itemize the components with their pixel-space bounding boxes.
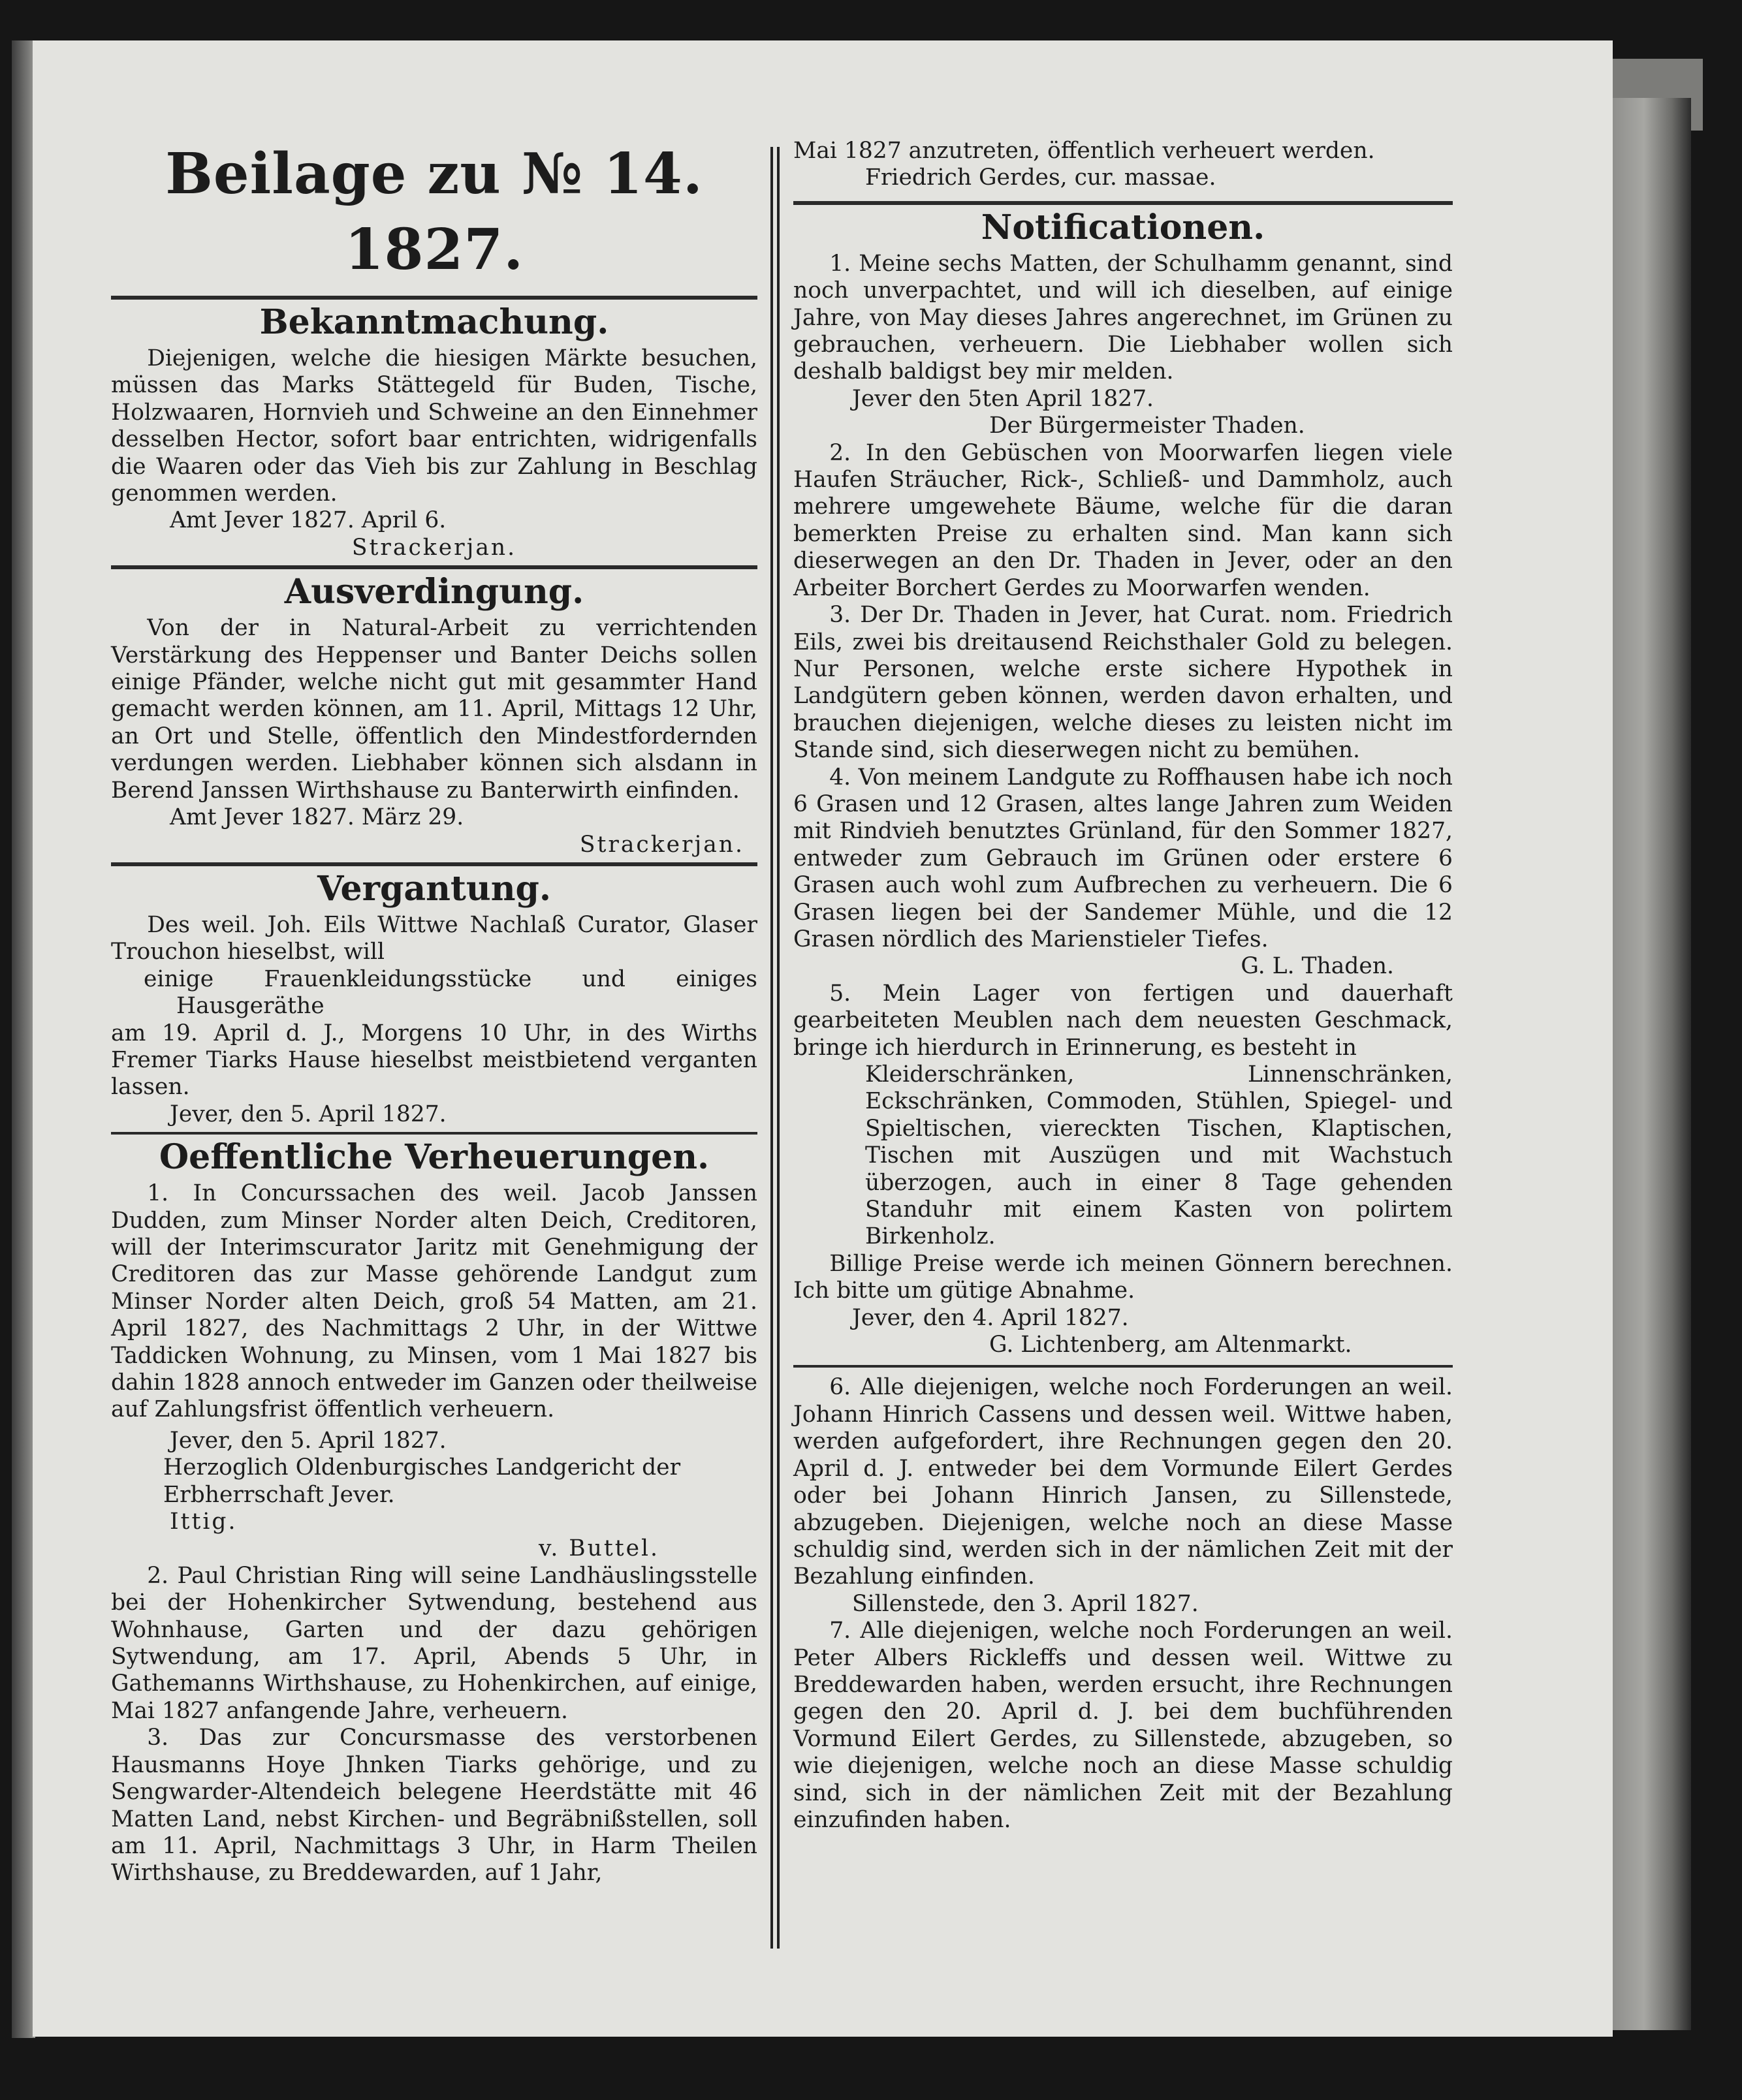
notification-2: 2. In den Gebüschen von Moorwarfen liegen viele Haufen Sträucher, Rick-, Schließ- und Dammholz, auch mehrere umgewehete Bäume, welche für die daran bemerkten Preise zu erhalten sind. Man kann sich dieserwegen an den Dr. Thaden in Jever, oder an den Arbeiter Borchert Gerdes zu Moorwarfen wenden. <box>793 439 1453 601</box>
notification-signature: G. Lichtenberg, am Altenmarkt. <box>989 1332 1352 1358</box>
notice-items: einige Frauenkleidungsstücke und einiges Hausgeräthe <box>144 965 757 1020</box>
notice-text: Von der in Natural-Arbeit zu verrichtenden Verstärkung des Heppenser und Banter Deichs sollen einige Pfänder, welche nicht gut mit gesammter Hand gemacht werden können, am 11. April, Mittags 12 Uhr, an Ort und Stelle, öffentlich den Mindestfordernden verdungen werden. Liebhaber können sich alsdann in Berend Janssen Wirthshause zu Banterwirth einfinden. <box>111 615 757 804</box>
notification-5: 5. Mein Lager von fertigen und dauerhaft gearbeiteten Meublen nach dem neuesten Geschmack, bringe ich hierdurch in Erinnerung, es besteht in <box>793 980 1453 1061</box>
notification-date: Jever, den 4. April 1827. <box>852 1304 1129 1331</box>
notice-ausverdingung <box>111 573 757 858</box>
binding-right <box>1613 98 1691 2030</box>
notification-date: Sillenstede, den 3. April 1827. <box>852 1590 1199 1617</box>
court-name: Herzoglich Oldenburgisches Landgericht der Erbherrschaft Jever. <box>163 1454 681 1508</box>
notification-3: 3. Der Dr. Thaden in Jever, hat Curat. nom. Friedrich Eils, zwei bis dreitausend Reichsthaler Gold zu belegen. Nur Personen, welche erste sichere Hypothek in Landgütern geben können, werden davon erhalten, und brauchen diejenigen, welche dieses zu leisten nicht im Stande sind, sich dieserwegen nicht zu bemühen. <box>793 602 1453 764</box>
notification-4: 4. Von meinem Landgute zu Roffhausen habe ich noch 6 Grasen und 12 Grasen, altes lange Jahren zum Weiden mit Rindvieh benutztes Grünland, für den Sommer 1827, entweder zum Gebrauch im Grünen oder erstere 6 Grasen auch wohl zum Aufbrechen zu verheuern. Die 6 Grasen liegen bei der Sandemer Mühle, und die 12 Grasen nördlich des Marienstieler Tiefes. <box>793 764 1453 952</box>
section-heading: Vergantung. <box>317 868 551 909</box>
column-divider <box>770 147 780 1949</box>
signature-ittig: Ittig. <box>170 1509 238 1535</box>
section-rule <box>111 1132 757 1135</box>
notice-item-3: 3. Das zur Concursmasse des verstorbenen Hausmanns Hoye Jhnken Tiarks gehörige, und zu Sengwarder-Altendeich belegene Heerdstätte mit 46 Matten Land, nebst Kirchen- und Begräbnißstellen, soll am 11. April, Nachmittags 3 Uhr, in Harm Theilen Wirthshause, zu Breddewarden, auf 1 Jahr, <box>111 1725 757 1887</box>
notice-signature: Strackerjan. <box>579 831 744 858</box>
page-left-edge <box>12 40 35 2038</box>
masthead-rule <box>111 296 757 300</box>
notice-notificationen <box>793 209 1453 1834</box>
notice-date: Jever, den 5. April 1827. <box>170 1101 447 1127</box>
section-heading: Oeffentliche Verheuerungen. <box>159 1137 710 1178</box>
notice-text: Diejenigen, welche die hiesigen Märkte besuchen, müssen das Marks Stättegeld für Buden, Tische, Holzwaaren, Hornvieh und Schweine an den Einnehmer desselben Hector, sofort baar entrichten, widrigenfalls die Waaren oder das Vieh bis zur Zahlung in Beschlag genommen werden. <box>111 345 757 507</box>
notification-5-end: Billige Preise werde ich meinen Gönnern berechnen. Ich bitte um gütige Abnahme. <box>793 1250 1453 1304</box>
notice-vergantung <box>111 870 757 1128</box>
notification-date: Jever den 5ten April 1827. <box>852 385 1154 412</box>
section-rule <box>111 565 757 569</box>
signature-buttel: v. Buttel. <box>538 1535 659 1562</box>
right-column <box>793 127 1453 1834</box>
notice-text: am 19. April d. J., Morgens 10 Uhr, in des Wirths Fremer Tiarks Hause hieselbst meistbietend verganten lassen. <box>111 1020 757 1101</box>
notification-6: 6. Alle diejenigen, welche noch Forderungen an weil. Johann Hinrich Cassens und dessen weil. Wittwe haben, werden aufgefordert, ihre Rechnungen gegen den 20. April d. J. entweder bei dem Vormunde Eilert Gerdes oder bei Johann Hinrich Jansen, zu Sillenstede, abzugeben. Diejenigen, welche noch an diese Masse schuldig sind, werden sich in der nämlichen Zeit mit der Bezahlung einfinden. <box>793 1374 1453 1590</box>
notice-verheuerungen <box>111 1138 757 1887</box>
notification-7: 7. Alle diejenigen, welche noch Forderungen an weil. Peter Albers Rickleffs und dessen weil. Wittwe zu Breddewarden haben, werden ersucht, ihre Rechnungen gegen den 20. April d. J. bei dem buchführenden Vormund Eilert Gerdes, zu Sillenstede, abzugeben, so wie diejenigen, welche noch an diese Masse schuldig sind, sich in der nämlichen Zeit mit der Bezahlung einzufinden haben. <box>793 1618 1453 1833</box>
notice-bekanntmachung <box>111 304 757 561</box>
notice-date: Amt Jever 1827. März 29. <box>170 804 464 831</box>
notice-date: Jever, den 5. April 1827. <box>170 1427 447 1454</box>
notification-1: 1. Meine sechs Matten, der Schulhamm genannt, sind noch unverpachtet, und will ich dieselben, auf einige Jahre, von May dieses Jahres angerechnet, im Grünen zu gebrauchen, verheuern. Die Liebhaber wollen sich deshalb baldigst bey mir melden. <box>793 250 1453 385</box>
continued-line: Mai 1827 anzutreten, öffentlich verheuert werden. <box>793 138 1375 164</box>
notice-date: Amt Jever 1827. April 6. <box>170 507 447 534</box>
section-heading: Ausverdingung. <box>284 572 584 612</box>
notification-signature: Der Bürgermeister Thaden. <box>989 413 1305 439</box>
notice-item-2: 2. Paul Christian Ring will seine Landhäuslingsstelle bei der Hohenkircher Sytwendung, bestehend aus Wohnhause, Garten und der dazu gehörigen Sytwendung, am 17. April, Abends 5 Uhr, in Gathemanns Wirthshause, zu Hohenkirchen, auf einige, Mai 1827 anfangende Jahre, verheuern. <box>111 1562 757 1724</box>
continued-signature: Friedrich Gerdes, cur. massae. <box>865 165 1216 191</box>
notification-signature: G. L. Thaden. <box>1241 953 1394 980</box>
left-column <box>111 127 757 1887</box>
notification-5-list: Kleiderschränken, Linnenschränken, Eckschränken, Commoden, Stühlen, Spiegel- und Spieltischen, viereckten Tischen, Klaptischen, Tischen mit Auszügen und mit Wachstuch überzogen, auch in einer 8 Tage gehenden Standuhr mit einem Kasten von polirtem Birkenholz. <box>865 1061 1453 1250</box>
section-heading: Bekanntmachung. <box>259 302 609 342</box>
section-rule <box>111 862 757 866</box>
section-rule <box>793 201 1453 205</box>
notice-signature: Strackerjan. <box>351 534 517 561</box>
section-rule <box>793 1365 1453 1368</box>
masthead: Beilage zu № 14. 1827. <box>165 141 703 283</box>
section-heading: Notificationen. <box>981 207 1265 247</box>
notice-item-1: 1. In Concurssachen des weil. Jacob Janssen Dudden, zum Minser Norder alten Deich, Creditoren, will der Interimscurator Jaritz mit Genehmigung der Creditoren das zur Masse gehörende Landgut zum Minser Norder alten Deich, groß 54 Matten, am 21. April 1827, des Nachmittags 2 Uhr, in der Wittwe Taddicken Wohnung, zu Minsen, vom 1 Mai 1827 bis dahin 1828 annoch entweder im Ganzen oder theilweise auf Zahlungsfrist öffentlich verheuern. <box>111 1180 757 1423</box>
notice-text: Des weil. Joh. Eils Wittwe Nachlaß Curator, Glaser Trouchon hieselbst, will <box>111 911 757 965</box>
